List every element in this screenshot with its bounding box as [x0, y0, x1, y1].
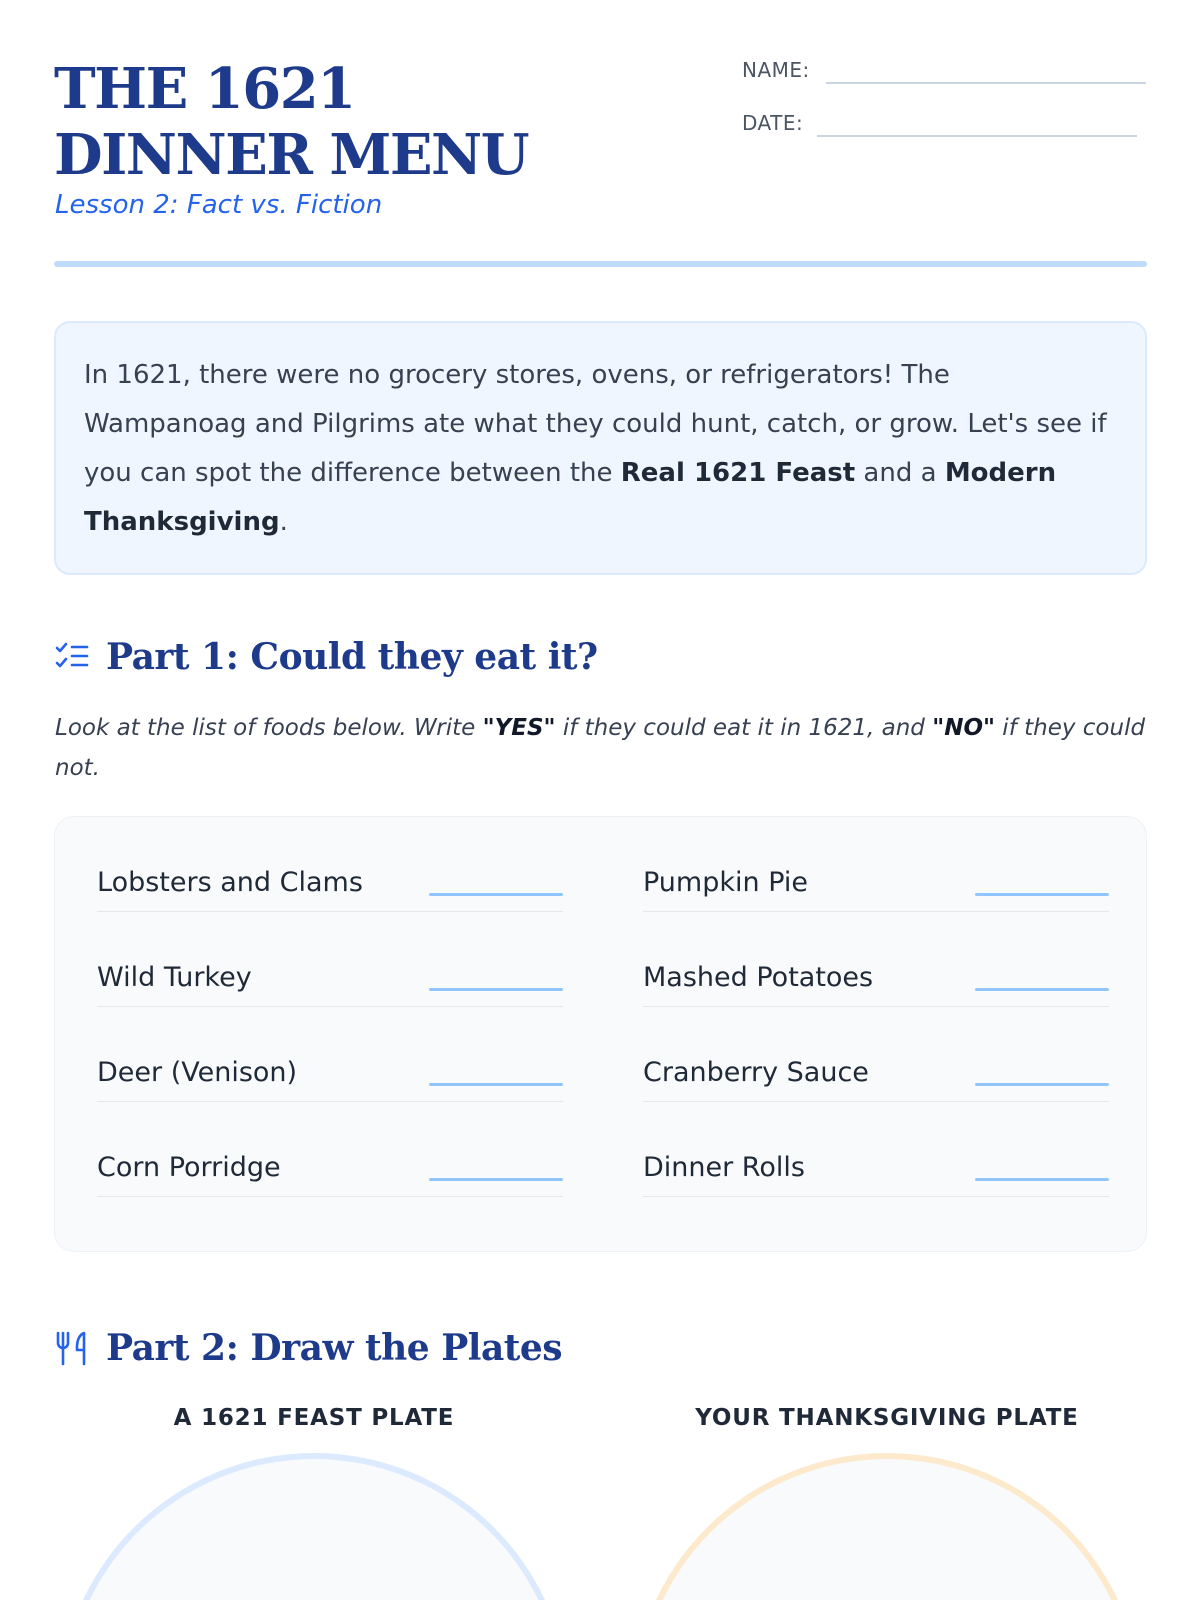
date-input-line[interactable] [817, 135, 1137, 137]
fork-knife-icon [54, 1330, 90, 1366]
intro-bold-modern-thanksgiving: Modern Thanksgiving [84, 458, 1057, 537]
instructions-after: if they could not. [55, 715, 1146, 781]
answer-blank[interactable] [429, 1083, 563, 1086]
food-row [97, 1007, 563, 1102]
part2-title: Part 2: Draw the Plates [106, 1327, 563, 1369]
food-name: Deer (Venison) [97, 1057, 298, 1088]
answer-blank[interactable] [975, 893, 1109, 896]
food-row [97, 912, 563, 1007]
plate-left-title: A 1621 FEAST PLATE [173, 1405, 455, 1431]
intro-text-middle: and a [855, 458, 945, 488]
part1-title: Part 1: Could they eat it? [106, 636, 598, 678]
food-name: Wild Turkey [97, 962, 252, 993]
intro-text-after: . [279, 507, 288, 537]
date-field [742, 111, 1137, 135]
food-row [643, 912, 1109, 1007]
plate-thanksgiving-drawing-area[interactable] [632, 1453, 1142, 1600]
food-row [97, 817, 563, 912]
intro-bold-real-feast: Real 1621 Feast [620, 458, 856, 488]
intro-text-before: In 1621, there were no grocery stores, ovens, or refrigerators! The Wampanoag and Pilgrims ate what they could hunt, catch, or grow. Let's see if you can spot the difference between the [84, 360, 1107, 488]
food-name: Dinner Rolls [643, 1152, 805, 1183]
instructions-yes: "YES" [482, 715, 556, 741]
name-input-line[interactable] [826, 82, 1146, 84]
food-name: Mashed Potatoes [643, 962, 874, 993]
answer-blank[interactable] [975, 1178, 1109, 1181]
instructions-no: "NO" [932, 715, 995, 741]
food-row [643, 1102, 1109, 1197]
intro-callout [54, 321, 1147, 575]
name-label: NAME: [742, 58, 810, 82]
page-title: THE 1621 DINNER MENU [54, 56, 529, 188]
name-field [742, 58, 1146, 82]
answer-blank[interactable] [975, 988, 1109, 991]
part1-instructions [55, 708, 1155, 788]
answer-blank[interactable] [975, 1083, 1109, 1086]
checklist-icon [54, 639, 90, 675]
answer-blank[interactable] [429, 893, 563, 896]
plate-1621-drawing-area[interactable] [59, 1453, 569, 1600]
food-name: Pumpkin Pie [643, 867, 808, 898]
instructions-middle: if they could eat it in 1621, and [555, 715, 933, 741]
part1-heading [54, 636, 598, 678]
plate-right-title: YOUR THANKSGIVING PLATE [695, 1405, 1079, 1431]
food-row [643, 1007, 1109, 1102]
header-divider [54, 261, 1147, 267]
page-subtitle: Lesson 2: Fact vs. Fiction [55, 190, 383, 220]
part2-heading [54, 1327, 562, 1369]
food-name: Corn Porridge [97, 1152, 281, 1183]
date-label: DATE: [742, 111, 804, 135]
answer-blank[interactable] [429, 988, 563, 991]
instructions-before: Look at the list of foods below. Write [55, 715, 483, 741]
food-name: Lobsters and Clams [97, 867, 363, 898]
food-row [97, 1102, 563, 1197]
food-name: Cranberry Sauce [643, 1057, 869, 1088]
food-row [643, 817, 1109, 912]
answer-blank[interactable] [429, 1178, 563, 1181]
food-list-card [54, 816, 1147, 1252]
